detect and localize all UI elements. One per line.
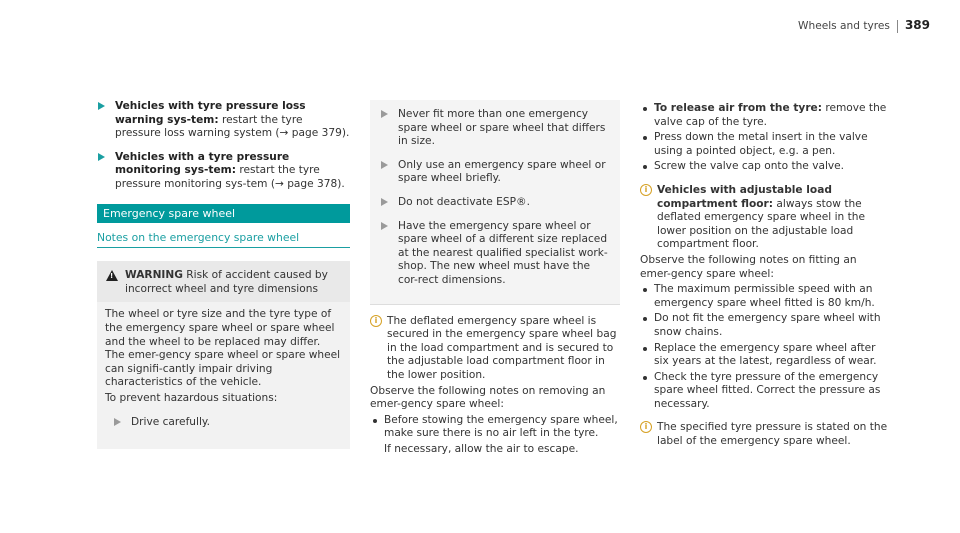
list-item: Before stowing the emergency spare wheel, make sure there is no air left in the tyre.	[370, 414, 620, 441]
play-arrow-icon	[98, 102, 105, 110]
note-text: The specified tyre pressure is stated on the label of the emergency spare wheel.	[657, 421, 888, 448]
instruction-bold: Vehicles with a tyre pressure monitoring sys-tem:	[115, 150, 290, 177]
info-icon: i	[370, 315, 382, 327]
page-number: 389	[904, 18, 930, 32]
bullet-list	[640, 283, 890, 411]
warning-triangle-icon	[106, 270, 118, 281]
instruction-text: Do not deactivate ESP®.	[398, 195, 530, 208]
bullet-bold: To release air from the tyre:	[654, 102, 822, 114]
warning-label: WARNING	[125, 269, 183, 282]
instruction-item	[380, 108, 610, 149]
list-item: Check the tyre pressure of the emergency spare wheel fitted. Correct the pressure as necessary.	[640, 371, 890, 412]
info-icon: i	[640, 184, 652, 196]
note-bold: Vehicles with adjustable load compartment floor:	[657, 183, 832, 210]
warning-action	[113, 416, 342, 430]
indented-text: If necessary, allow the air to escape.	[384, 442, 579, 455]
instruction-text: Have the emergency spare wheel or spare wheel of a different size replaced at the nearest qualified specialist work-shop. The new wheel must have the cor-rect dimensions.	[398, 219, 608, 286]
warning-body	[97, 302, 350, 449]
info-note	[640, 184, 890, 252]
instruction-text: Only use an emergency spare wheel or spare wheel briefly.	[398, 158, 606, 185]
warning-heading: Risk of accident caused by incorrect wheel and tyre dimensions	[125, 269, 328, 295]
column-2	[370, 100, 620, 456]
instruction-bold: Vehicles with tyre pressure loss warning sys-tem:	[115, 100, 306, 126]
instruction-text: restart the tyre pressure monitoring sys-tem (→ page 378).	[115, 164, 345, 190]
instruction-item	[97, 151, 350, 192]
list-item	[640, 102, 890, 129]
bullet-list	[370, 414, 620, 457]
info-note	[640, 421, 890, 448]
observe-paragraph: Observe the following notes on removing an emer-gency spare wheel:	[370, 384, 606, 411]
warning-text: To prevent hazardous situations:	[105, 391, 278, 404]
bullet-list	[640, 102, 890, 174]
instruction-item	[380, 159, 610, 186]
note-text: The deflated emergency spare wheel is secured in the emergency spare wheel bag in the load compartment and is secured to the adjustable load compartment floor in the lower position.	[387, 314, 617, 381]
play-arrow-icon	[381, 198, 388, 206]
header-divider	[897, 20, 898, 33]
instruction-text: Never fit more than one emergency spare wheel or spare wheel that differs in size.	[398, 108, 606, 148]
play-arrow-icon	[381, 161, 388, 169]
column-1	[97, 100, 350, 449]
list-item: Press down the metal insert in the valve using a pointed object, e.g. a pen.	[640, 131, 890, 158]
info-icon: i	[640, 421, 652, 433]
info-note	[370, 315, 620, 383]
warning-continuation-box	[370, 100, 620, 305]
play-arrow-icon	[114, 418, 121, 426]
column-3	[640, 100, 890, 449]
observe-paragraph: Observe the following notes on fitting an emer-gency spare wheel:	[640, 253, 857, 280]
subsection-title: Notes on the emergency spare wheel	[97, 231, 350, 249]
play-arrow-icon	[381, 222, 388, 230]
chapter-title: Wheels and tyres	[798, 20, 890, 32]
warning-box	[97, 261, 350, 449]
list-item: Do not fit the emergency spare wheel with snow chains.	[640, 312, 890, 339]
instruction-text: restart the tyre pressure loss warning system (→ page 379).	[115, 113, 350, 140]
play-arrow-icon	[98, 153, 105, 161]
warning-header	[97, 261, 350, 302]
bullet-text: remove the valve cap of the tyre.	[654, 102, 887, 128]
page-header	[798, 19, 930, 34]
instruction-item	[97, 100, 350, 141]
play-arrow-icon	[381, 110, 388, 118]
list-item: The maximum permissible speed with an emergency spare wheel fitted is 80 km/h.	[640, 283, 890, 310]
note-text: always stow the deflated emergency spare wheel in the lower position on the adjustable load compartment floor.	[657, 197, 865, 251]
warning-action-text: Drive carefully.	[131, 415, 211, 428]
list-item: Replace the emergency spare wheel after six years at the latest, regardless of wear.	[640, 342, 890, 369]
instruction-item	[380, 196, 610, 210]
instruction-item	[380, 220, 610, 288]
warning-text: The wheel or tyre size and the tyre type of the emergency spare wheel or spare wheel and the wheel to be replaced may differ. The emer-gency spare wheel or spare wheel can signifi-cantly impair driving characteristics of the vehicle.	[105, 308, 341, 389]
list-item: Screw the valve cap onto the valve.	[640, 160, 890, 174]
section-title: Emergency spare wheel	[97, 204, 350, 223]
